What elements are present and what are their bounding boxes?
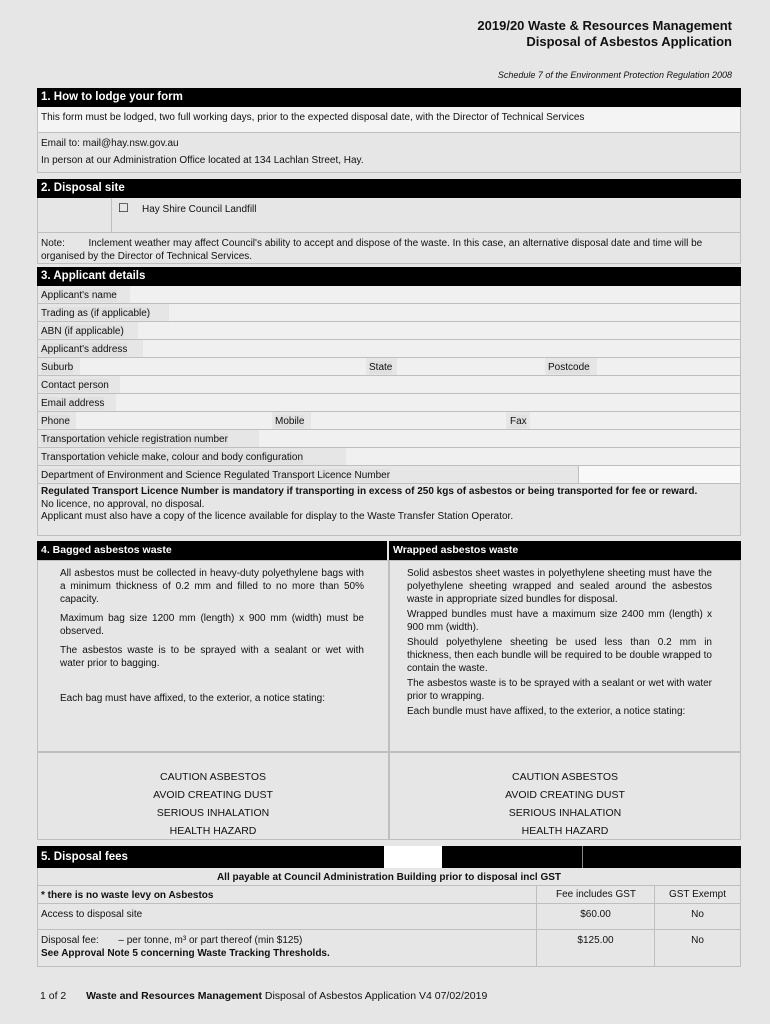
note-label: Note: [41,238,65,249]
site-checkbox[interactable]: ☐ [118,201,129,215]
suburb-label: Suburb [41,362,74,373]
section-3-header: 3. Applicant details [37,267,741,286]
fax-field[interactable] [530,412,740,429]
lodge-in-person: In person at our Administration Office located at 134 Lachlan Street, Hay. [41,155,364,166]
vehicle-make-label: Transportation vehicle make, colour and body configuration [41,452,304,463]
phone-field[interactable] [76,412,272,429]
licence-mandatory-text: Regulated Transport Licence Number is mandatory if transporting in excess of 250 kgs of asbestos or being transported for fee or reward. [41,486,698,497]
footer-department: Waste and Resources Management [86,990,262,1002]
wrapped-p4: The asbestos waste is to be sprayed with a sealant or wet with water prior to wrapping. [407,678,712,702]
email-row [37,394,741,412]
postcode-label: Postcode [548,362,590,373]
disposal-fee-label: Disposal fee: [41,935,99,946]
contact-label: Contact person [41,380,109,391]
caution-line-1: CAUTION ASBESTOS [160,771,266,783]
title-line-1: 2019/20 Waste & Resources Management [477,18,732,33]
note-text: Inclement weather may affect Council's ability to accept and dispose of the waste. In this case, an alternative disposal date and time will be organised by the Director of Technical Services. [41,238,703,262]
lodge-contact-block [37,133,741,173]
lodge-text: This form must be lodged, two full working days, prior to the expected disposal date, with the Director of Technical Services [41,112,585,123]
phone-label: Phone [41,416,70,427]
disposal-fee-amount: $125.00 [536,930,654,966]
suburb-field[interactable] [80,358,366,375]
fee-includes-gst-header: Fee includes GST [536,886,655,903]
applicant-name-label: Applicant's name [41,290,117,301]
mobile-label: Mobile [275,416,305,427]
email-field[interactable] [116,394,740,411]
document-title [477,18,732,50]
payable-row [37,868,741,886]
phone-row [37,412,741,430]
licence-no-approval: No licence, no approval, no disposal. [41,498,205,510]
vehicle-make-field[interactable] [346,448,740,465]
vehicle-reg-label: Transportation vehicle registration number [41,434,228,445]
vehicle-reg-row [37,430,741,448]
licence-number-label: Department of Environment and Science Regulated Transport Licence Number [41,470,391,481]
wrapped-waste-header: Wrapped asbestos waste [389,541,741,560]
bagged-caution-notice [37,752,389,840]
licence-notice [37,484,741,536]
licence-number-field[interactable] [578,466,740,483]
disposal-fee-note: See Approval Note 5 concerning Waste Tracking Thresholds. [41,948,330,959]
page-footer [40,990,487,1002]
suburb-row [37,358,741,376]
footer-document: Disposal of Asbestos Application V4 07/02/2019 [264,990,488,1002]
fee-row-access [37,904,741,930]
caution-line-4: HEALTH HAZARD [521,825,609,837]
address-row [37,340,741,358]
caution-line-4: HEALTH HAZARD [169,825,257,837]
fees-column-header [37,886,741,904]
abn-row [37,322,741,340]
section-5-header [37,846,741,868]
trading-as-field[interactable] [169,304,740,321]
payable-text: All payable at Council Administration Building prior to disposal incl GST [216,872,562,883]
licence-number-row [37,466,741,484]
contact-field[interactable] [120,376,740,393]
schedule-reference: Schedule 7 of the Environment Protection Regulation 2008 [497,70,732,80]
section-1-header: 1. How to lodge your form [37,88,741,107]
state-label: State [369,362,393,373]
licence-display-text: Applicant must also have a copy of the licence available for display to the Waste Transfer Station Operator. [41,511,514,522]
bagged-p2: Maximum bag size 1200 mm (length) x 900 mm (width) must be observed. [60,613,364,637]
vehicle-make-row [37,448,741,466]
bagged-waste-text [37,560,389,752]
address-label: Applicant's address [41,344,128,355]
vehicle-reg-field[interactable] [259,430,740,447]
lodge-email: Email to: mail@hay.nsw.gov.au [41,138,179,149]
caution-line-2: AVOID CREATING DUST [153,789,273,801]
access-label: Access to disposal site [41,909,143,920]
levy-note: * there is no waste levy on Asbestos [41,890,214,901]
lodge-instructions [37,107,741,133]
postcode-field[interactable] [597,358,740,375]
trading-as-label: Trading as (if applicable) [41,308,151,319]
disposal-site-row [37,198,741,233]
mobile-field[interactable] [311,412,506,429]
wrapped-caution-notice [389,752,741,840]
section-5-title: 5. Disposal fees [41,851,128,863]
address-field[interactable] [143,340,740,357]
abn-field[interactable] [138,322,740,339]
wrapped-p1: Solid asbestos sheet wastes in polyethylene sheeting must have the polyethylene sheeting wrapped and sealed around the asbestos waste in appropriate sized bundles for disposal. [407,568,712,605]
page-number: 1 of 2 [40,990,67,1002]
bagged-p3: The asbestos waste is to be sprayed with a sealant or wet with water prior to bagging. [60,645,364,669]
wrapped-p3: Should polyethylene sheeting be used less than 0.2 mm in thickness, then each bundle will be required to be double wrapped to contain the waste. [407,637,712,674]
disposal-note [37,233,741,264]
caution-line-3: SERIOUS INHALATION [156,807,270,819]
bagged-p1: All asbestos must be collected in heavy-duty polyethylene bags with a minimum thickness of 0.2 mm and filled to no more than 50% capacity. [60,568,364,605]
access-fee: $60.00 [536,904,654,929]
disposal-gst-exempt: No [654,930,740,966]
caution-line-3: SERIOUS INHALATION [508,807,622,819]
bagged-p4: Each bag must have affixed, to the exterior, a notice stating: [60,693,325,704]
fee-header-white-box [384,846,442,868]
caution-line-1: CAUTION ASBESTOS [512,771,618,783]
wrapped-waste-text [389,560,741,752]
section-2-header: 2. Disposal site [37,179,741,198]
email-label: Email address [41,398,105,409]
access-gst-exempt: No [654,904,740,929]
abn-label: ABN (if applicable) [41,326,124,337]
fee-row-disposal [37,930,741,967]
trading-as-row [37,304,741,322]
site-label: Hay Shire Council Landfill [142,204,257,215]
applicant-name-field[interactable] [130,286,740,303]
caution-line-2: AVOID CREATING DUST [505,789,625,801]
wrapped-p5: Each bundle must have affixed, to the exterior, a notice stating: [407,706,686,717]
gst-exempt-header: GST Exempt [654,886,740,903]
applicant-name-row [37,286,741,304]
fax-label: Fax [510,416,527,427]
title-line-2: Disposal of Asbestos Application [526,34,732,49]
section-4-header: 4. Bagged asbestos waste [37,541,387,560]
contact-row [37,376,741,394]
disposal-fee-detail: – per tonne, m³ or part thereof (min $125) [118,935,303,946]
wrapped-p2: Wrapped bundles must have a maximum size 2400 mm (length) x 900 mm (width). [407,609,712,633]
state-field[interactable] [397,358,545,375]
